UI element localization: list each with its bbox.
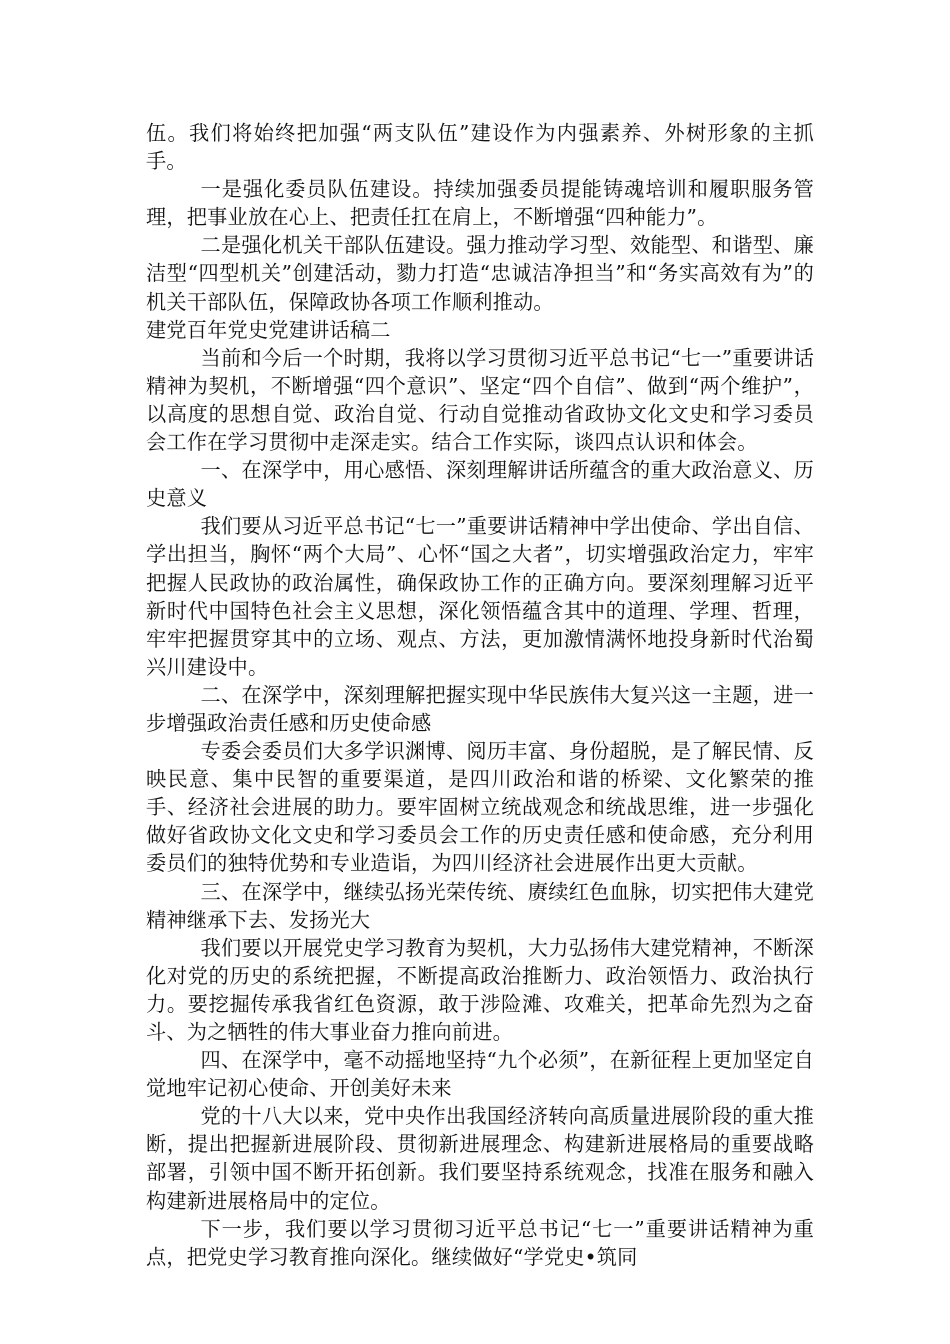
paragraph-intro: 当前和今后一个时期，我将以学习贯彻习近平总书记“七一”重要讲话精神为契机，不断增强“四个意识”、坚定“四个自信”、做到“两个维护”，以高度的思想自觉、政治自觉、行动自觉推动省政协文化文史和学习委员会工作在学习贯彻中走深走实。结合工作实际，谈四点认识和体会。 xyxy=(146,345,814,455)
paragraph-3: 二是强化机关干部队伍建设。强力推动学习型、效能型、和谐型、廉洁型“四型机关”创建活动，勠力打造“忠诚洁净担当”和“务实高效有为”的机关干部队伍，保障政协各项工作顺利推动。 xyxy=(146,233,814,314)
point-three-body: 我们要以开展党史学习教育为契机，大力弘扬伟大建党精神，不断深化对党的历史的系统把握，不断提高政治推断力、政治领悟力、政治执行力。要挖掘传承我省红色资源，敢于涉险滩、攻难关，把革命先烈为之奋斗、为之牺牲的伟大事业奋力推向前进。 xyxy=(146,935,814,1044)
paragraph-1: 伍。我们将始终把加强“两支队伍”建设作为内强素养、外树形象的主抓手。 xyxy=(146,121,814,174)
point-four-body: 党的十八大以来，党中央作出我国经济转向高质量进展阶段的重大推断，提出把握新进展阶段、贯彻新进展理念、构建新进展格局的重要战略部署，引领中国不断开拓创新。我们要坚持系统观念，找准在服务和融入构建新进展格局中的定位。 xyxy=(146,1104,814,1213)
point-one-title: 一、在深学中，用心感悟、深刻理解讲话所蕴含的重大政治意义、历史意义 xyxy=(146,458,814,511)
point-one-body: 我们要从习近平总书记“七一”重要讲话精神中学出使命、学出自信、学出担当，胸怀“两个大局”、心怀“国之大者”，切实增强政治定力，牢牢把握人民政协的政治属性，确保政协工作的正确方向。要深刻理解习近平新时代中国特色社会主义思想，深化领悟蕴含其中的道理、学理、哲理，牢牢把握贯穿其中的立场、观点、方法，更加激情满怀地投身新时代治蜀兴川建设中。 xyxy=(146,514,814,679)
point-two-body: 专委会委员们大多学识渊博、阅历丰富、身份超脱，是了解民情、反映民意、集中民智的重要渠道，是四川政治和谐的桥梁、文化繁荣的推手、经济社会进展的助力。要牢固树立统战观念和统战思维，进一步强化做好省政协文化文史和学习委员会工作的历史责任感和使命感，充分利用委员们的独特优势和专业造诣，为四川经济社会进展作出更大贡献。 xyxy=(146,739,814,876)
section-heading: 建党百年党史党建讲话稿二 xyxy=(146,317,391,342)
point-four-title: 四、在深学中，毫不动摇地坚持“九个必须”，在新征程上更加坚定自觉地牢记初心使命、开创美好未来 xyxy=(146,1048,814,1101)
paragraph-2: 一是强化委员队伍建设。持续加强委员提能铸魂培训和履职服务管理，把事业放在心上、把责任扛在肩上，不断增强“四种能力”。 xyxy=(146,177,814,230)
next-step-paragraph: 下一步，我们要以学习贯彻习近平总书记“七一”重要讲话精神为重点，把党史学习教育推向深化。继续做好“学党史•筑同 xyxy=(146,1216,814,1269)
point-two-title: 二、在深学中，深刻理解把握实现中华民族伟大复兴这一主题，进一步增强政治责任感和历史使命感 xyxy=(146,682,814,735)
point-three-title: 三、在深学中，继续弘扬光荣传统、赓续红色血脉，切实把伟大建党精神继承下去、发扬光大 xyxy=(146,879,814,932)
document-page xyxy=(146,119,814,1271)
